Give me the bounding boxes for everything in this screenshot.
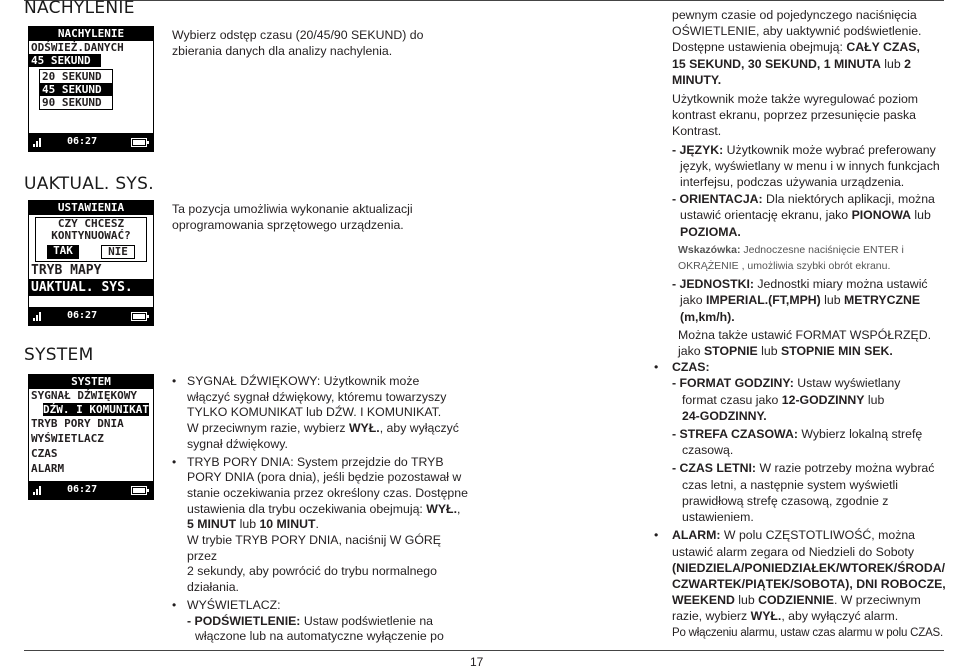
text: Użytkownik może także wyregulować poziom [672,92,919,107]
text: Po włączeniu alarmu, ustaw czas alarmu w polu CZAS. [672,626,944,639]
list-item [172,455,472,596]
yes-button[interactable]: TAK [47,245,79,259]
text: : System przejdzie do TRYB [290,454,444,469]
menu-subrow-value: DŹW. I KOMUNIKAT [43,403,149,416]
battery-icon [131,486,147,495]
text: jako [680,293,706,308]
text-bold: STOPNIE MIN SEK. [781,344,893,359]
dialog-question: KONTYNUOWAĆ? [51,229,131,242]
menu-row: CZAS [31,447,58,460]
text: Ustaw wyświetlany [793,376,901,391]
heading-system: SYSTEM [24,345,94,365]
text: ustawieniem. [682,510,754,525]
heading-nachylenie: NACHYLENIE [24,0,135,18]
menu-row: ALARM [31,462,65,475]
text: pewnym czasie od pojedynczego naciśnięcia [672,8,917,22]
uaktual-desc: Ta pozycja umożliwia wykonanie aktualizacji oprogramowania sprzętowego urządzenia. [172,202,413,232]
screen-system [28,374,154,500]
signal-icon [33,138,43,147]
text-bold: 10 MINUT [259,517,316,532]
text: , [457,501,461,516]
status-bar [29,307,153,325]
text: Dla niektórych aplikacji, można [762,192,935,207]
text: Wybierz lokalną strefę [797,427,923,442]
text-bold: - JĘZYK: [672,142,724,157]
text-bold: (NIEDZIELA/PONIEDZIAŁEK/WTOREK/ŚRODA/ [672,560,946,575]
text: Kontrast. [672,124,722,139]
text: W polu CZĘSTOTLIWOŚĆ, można [720,528,916,543]
text: kontrast ekranu, poprzez przesunięcie paska [672,108,917,123]
text: . W przeciwnym [833,593,921,608]
top-rule [24,0,944,1]
bullet-icon: • [172,597,177,612]
text: ustawić orientację ekranu, jako [680,208,852,223]
text-bold: PIONOWA [851,208,911,223]
text-bold: - PODŚWIETLENIE: [187,613,301,628]
text: Dostępne ustawienia obejmują: [672,40,847,55]
text-bold: WYŁ. [348,421,380,436]
text: : Użytkownik może [316,374,420,388]
text-bold: 15 SEKUND, 30 SEKUND, 1 MINUTA [672,56,881,71]
text-bold: MINUTY. [672,72,722,87]
menu-row: TRYB MAPY [31,263,102,278]
text: Jednostki miary można ustawić [753,277,928,292]
text-bold: 12-GODZINNY [781,392,865,407]
clock-time: 06:27 [67,310,98,321]
options-box [39,69,113,110]
nachylenie-desc: Wybierz odstęp czasu (20/45/90 SEKUND) do zbierania danych dla analizy nachylenia. [172,28,424,58]
text-bold: METRYCZNE [844,293,921,308]
text: lub [757,344,781,359]
note-label: Wskazówka: [678,243,741,256]
wysw-label: WYŚWIETLACZ: [187,597,281,612]
text: ustawić alarm zegara od Niedzieli do Soboty [672,544,914,559]
list-item [172,374,472,453]
no-button[interactable]: NIE [101,245,135,259]
clock-time: 06:27 [67,484,98,495]
text: PORY DNIA (pora dnia), jeśli będzie pozostawał w [187,470,462,485]
text-bold: (m,km/h). [680,309,735,324]
text-bold: 24-GODZINNY. [682,408,767,423]
text: lub [734,593,759,608]
bottom-rule [24,650,944,651]
dialog-question: CZY CHCESZ [57,217,125,230]
list-item [172,598,472,645]
text: czasową. [682,443,734,458]
text: W trybie TRYB PORY DNIA, naciśnij W GÓRĘ przez [187,533,441,563]
heading-uaktual: UAKTUAL. SYS. [24,174,154,194]
sygnal-label: SYGNAŁ DŹWIĘKOWY [187,374,317,388]
text: działania. [187,580,239,595]
screen-value: 45 SEKUND [29,54,101,67]
menu-row-selected: UAKTUAL. SYS. [29,279,153,296]
text: , aby wyłączyć alarm. [781,609,899,624]
text: prawidłową strefę czasową, zgodnie z [682,493,889,508]
text-bold: - STREFA CZASOWA: [672,427,798,442]
screen-title: NACHYLENIE [29,27,153,41]
text-bold: POZIOMA. [680,224,741,239]
dialog-box [35,217,147,262]
text: razie, wybierz [672,609,751,624]
text: włączone lub na automatyczne wyłączenie po [195,629,444,644]
bullet-icon: • [172,374,177,388]
text: 2 sekundy, aby powrócić do trybu normalnego [187,564,437,579]
text: stanie oczekiwania przez określony czas. Dostępne [187,485,468,500]
text: lub [820,293,844,308]
text: Można także ustawić FORMAT WSPÓŁRZĘD. [678,327,932,342]
text: . [315,517,319,532]
text: czas letni, a następnie system wyświetli [682,477,898,492]
text: , aby wyłączyć [379,421,459,436]
text: ustawienia dla trybu oczekiwania obejmują: [187,501,427,516]
option-item: 20 SEKUND [42,70,102,83]
text-bold: WYŁ. [426,501,457,516]
text: włączyć sygnał dźwiękowy, któremu towarzyszy [187,389,447,404]
bullet-icon: • [654,360,659,375]
text-bold: CODZIENNIE [758,593,834,608]
status-bar [29,481,153,499]
text-bold: - FORMAT GODZINY: [672,376,794,391]
text: jako [678,344,704,359]
text-bold: CAŁY CZAS, [846,40,920,55]
option-item: 90 SEKUND [42,96,102,109]
text: interfejsu, podczas używania urządzenia. [680,175,905,190]
text-bold: 2 [904,56,911,71]
text-bold: WYŁ. [750,609,782,624]
tryb-label: TRYB PORY DNIA [187,454,291,469]
text-bold: CZWARTEK/PIĄTEK/SOBOTA), DNI ROBOCZE, [672,576,946,591]
text-bold: CZAS: [672,360,710,375]
screen-title: SYSTEM [29,375,153,389]
screen-title: USTAWIENIA [29,201,153,215]
text: Ustaw podświetlenie na [300,613,434,628]
screen-uaktual [28,200,154,326]
clock-time: 06:27 [67,136,98,147]
text: sygnał dźwiękowy. [187,436,288,451]
screen-line: ODŚWIEŻ.DANYCH [31,41,124,54]
note-text: Jednoczesne naciśnięcie ENTER i [740,243,904,256]
page-number: 17 [470,655,484,669]
menu-row: WYŚWIETLACZ [31,432,104,445]
text: OŚWIETLENIE, aby uaktywnić podświetlenie. [672,24,922,39]
middle-column [172,374,472,645]
note-text: OKRĄŻENIE , umożliwia szybki obrót ekranu. [678,260,891,273]
text-bold: - JEDNOSTKI: [672,277,754,292]
text: lub [880,56,905,71]
text: W razie potrzeby można wybrać [756,461,935,476]
text: lub [236,517,260,532]
menu-subrow [29,403,153,416]
battery-icon [131,138,147,147]
text-bold: - CZAS LETNI: [672,461,757,476]
bullet-icon: • [654,528,659,543]
bullet-icon: • [172,454,177,469]
text-bold: IMPERIAL.(FT,MPH) [705,293,821,308]
screen-nachylenie [28,26,154,152]
text-bold: ALARM: [672,528,721,543]
text: TYLKO KOMUNIKAT lub DŹW. I KOMUNIKAT. [187,405,442,420]
text-bold: STOPNIE [703,344,758,359]
text: Użytkownik może wybrać preferowany [723,142,936,157]
text: W przeciwnym razie, wybierz [187,421,349,436]
menu-row: TRYB PORY DNIA [31,417,124,430]
text: format czasu jako [682,392,782,407]
signal-icon [33,312,43,321]
menu-row: SYGNAŁ DŹWIĘKOWY [31,389,137,402]
text-bold: WEEKEND [672,593,735,608]
status-bar [29,133,153,151]
text-bold: - ORIENTACJA: [672,192,763,207]
text: język, wyświetlany w menu i w innych funkcjach [680,158,940,173]
option-item-selected: 45 SEKUND [40,83,112,96]
text-bold: 5 MINUT [187,517,237,532]
text: lub [864,392,885,407]
signal-icon [33,486,43,495]
right-column [654,7,957,641]
battery-icon [131,312,147,321]
text: lub [911,208,931,223]
